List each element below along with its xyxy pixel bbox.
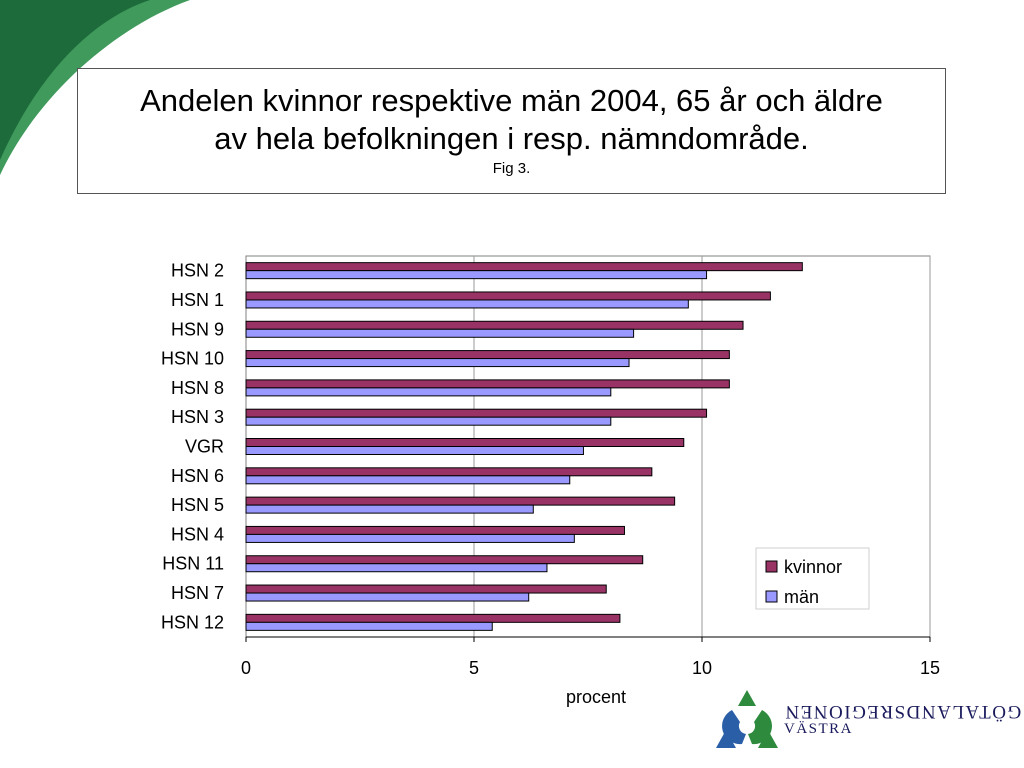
category-labels bbox=[161, 261, 224, 633]
logo-text-gotalandsregionen: GÖTALANDSREGIONEN bbox=[784, 701, 1022, 722]
bar-man bbox=[246, 534, 574, 542]
legend bbox=[756, 548, 869, 609]
bar-man bbox=[246, 417, 611, 425]
category-label: HSN 1 bbox=[170, 289, 224, 310]
bar-kvinnor bbox=[246, 380, 729, 388]
legend-swatch-kvinnor bbox=[766, 561, 777, 572]
bar-kvinnor bbox=[246, 351, 729, 359]
bar-man bbox=[246, 622, 492, 630]
bar-kvinnor bbox=[246, 321, 743, 329]
bar-man bbox=[246, 388, 611, 396]
category-label: HSN 7 bbox=[170, 583, 224, 604]
x-axis-ticks bbox=[241, 637, 940, 678]
bar-man bbox=[246, 447, 583, 455]
bar-man bbox=[246, 271, 707, 279]
category-label: VGR bbox=[184, 436, 224, 457]
bar-kvinnor bbox=[246, 556, 643, 564]
category-label: HSN 9 bbox=[170, 319, 224, 340]
legend-label-man: män bbox=[784, 587, 820, 607]
logo-text bbox=[784, 701, 1021, 737]
category-label: HSN 2 bbox=[170, 260, 224, 281]
vastra-gotalandsregionen-logo bbox=[712, 688, 782, 752]
bar-kvinnor bbox=[246, 292, 770, 300]
bar-man bbox=[246, 593, 529, 601]
bar-kvinnor bbox=[246, 468, 652, 476]
chart-title-line-2: av hela befolkningen i resp. nämndområde. bbox=[214, 121, 809, 156]
figure-label: Fig 3. bbox=[492, 160, 531, 177]
bar-man bbox=[246, 505, 533, 513]
bar-man bbox=[246, 300, 688, 308]
bar-kvinnor bbox=[246, 614, 620, 622]
category-label: HSN 3 bbox=[170, 407, 224, 428]
logo-text-vastra: VÄSTRA bbox=[784, 721, 854, 737]
category-label: HSN 4 bbox=[170, 524, 224, 545]
bar-man bbox=[246, 476, 570, 484]
bar-kvinnor bbox=[246, 409, 707, 417]
x-axis-label: procent bbox=[565, 687, 627, 707]
bar-kvinnor bbox=[246, 585, 606, 593]
bar-man bbox=[246, 359, 629, 367]
category-label: HSN 12 bbox=[160, 612, 224, 633]
bar-kvinnor bbox=[246, 526, 624, 534]
legend-label-kvinnor: kvinnor bbox=[784, 557, 843, 577]
category-label: HSN 10 bbox=[160, 348, 224, 369]
category-label: HSN 8 bbox=[170, 377, 224, 398]
bar-kvinnor bbox=[246, 439, 684, 447]
x-tick-label: 0 bbox=[240, 658, 252, 678]
category-label: HSN 11 bbox=[162, 553, 224, 574]
bar-kvinnor bbox=[246, 497, 675, 505]
bar-man bbox=[246, 329, 634, 337]
x-tick-label: 10 bbox=[691, 658, 713, 678]
x-tick-label: 15 bbox=[919, 658, 941, 678]
bar-kvinnor bbox=[246, 263, 802, 271]
category-label: HSN 6 bbox=[170, 465, 224, 486]
bar-man bbox=[246, 564, 547, 572]
legend-swatch-man bbox=[766, 591, 777, 602]
chart-title-line-1: Andelen kvinnor respektive män 2004, 65 år och äldre bbox=[140, 83, 883, 118]
x-tick-label: 5 bbox=[468, 658, 480, 678]
category-label: HSN 5 bbox=[170, 495, 224, 516]
